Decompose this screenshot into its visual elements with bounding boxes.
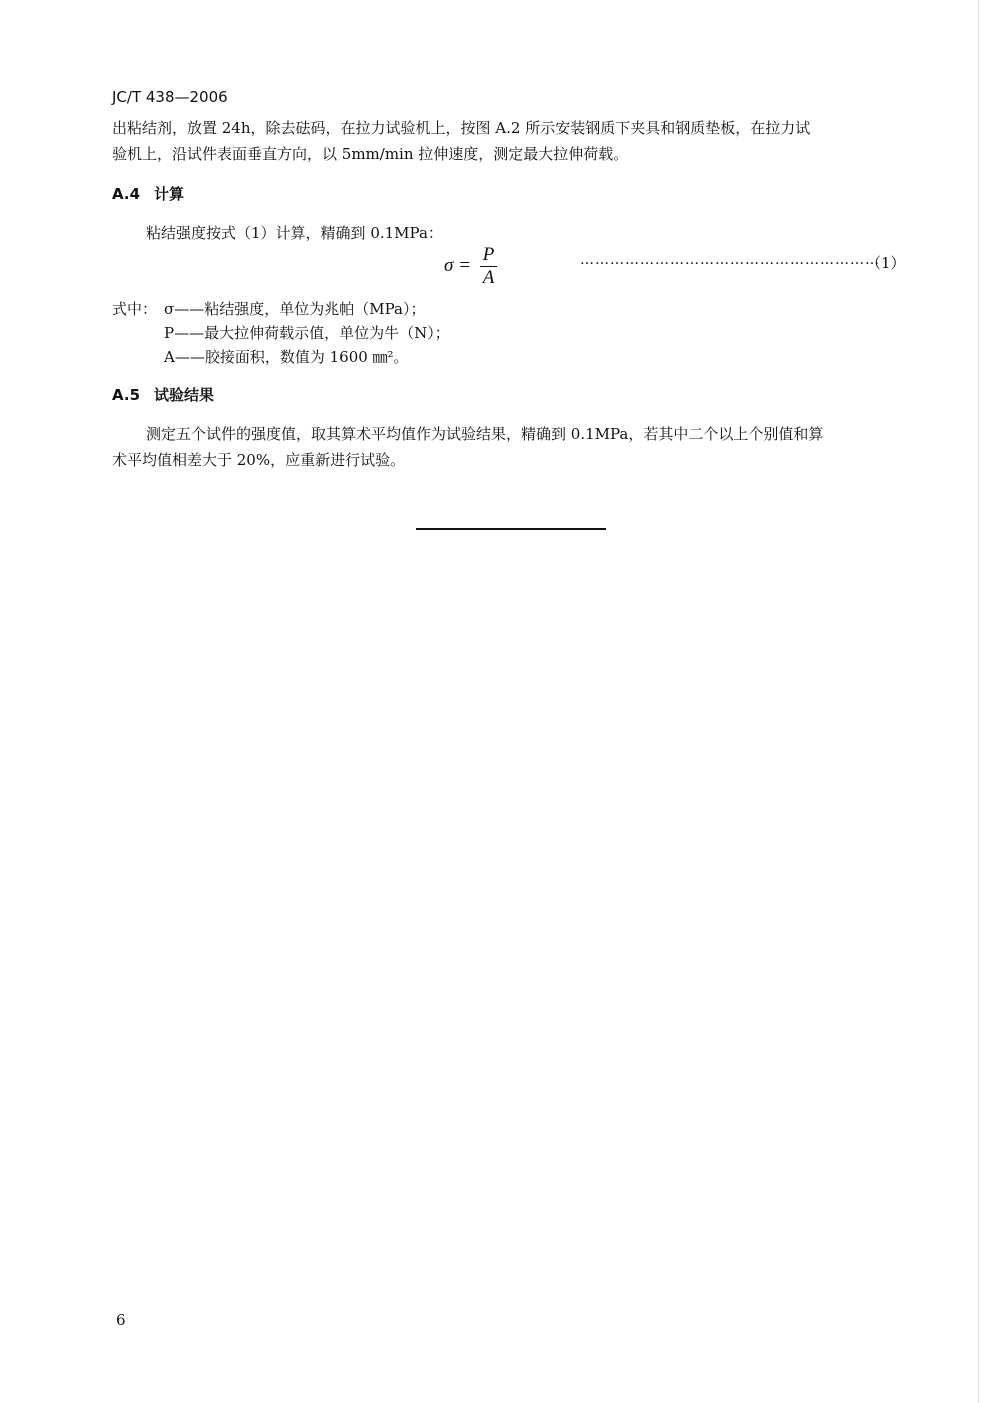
formula-fraction	[480, 244, 498, 289]
leader-dots: ……………………………………………………	[580, 252, 880, 268]
standard-code-header: JC/T 438—2006	[112, 88, 228, 106]
formula-lhs: σ	[444, 254, 454, 276]
section-a4-number: A.4	[112, 185, 141, 203]
section-a5-line-2: 术平均值相差大于 20%，应重新进行试验。	[112, 451, 406, 469]
formula-equals: =	[458, 254, 471, 276]
variable-p: P——最大拉伸荷载示值，单位为牛（N）；	[164, 324, 450, 342]
continuation-line-1: 出粘结剂，放置 24h，除去砝码，在拉力试验机上，按图 A.2 所示安装钢质下夹具和钢质垫板，在拉力试	[112, 119, 811, 137]
formula-denominator: A	[482, 267, 495, 288]
variable-a: A——胶接面积，数值为 1600 ㎜²。	[164, 348, 409, 366]
equation-number: （1）	[866, 254, 906, 272]
page-edge-line	[978, 0, 979, 1403]
section-a4-title: 计算	[154, 185, 185, 203]
section-a4-heading	[112, 183, 184, 204]
where-label: 式中：	[112, 300, 158, 318]
continuation-line-2: 验机上，沿试件表面垂直方向，以 5mm/min 拉伸速度，测定最大拉伸荷载。	[112, 145, 629, 163]
page-number: 6	[116, 1311, 126, 1329]
stress-formula	[444, 244, 497, 289]
section-a5-number: A.5	[112, 386, 141, 404]
formula-numerator: P	[480, 244, 498, 267]
section-a5-line-1: 测定五个试件的强度值，取其算术平均值作为试验结果，精确到 0.1MPa，若其中二个以上个别值和算	[146, 425, 824, 443]
section-a5-heading	[112, 384, 214, 405]
section-a5-title: 试验结果	[154, 386, 215, 404]
section-a4-intro: 粘结强度按式（1）计算，精确到 0.1MPa：	[146, 224, 443, 242]
end-rule	[416, 528, 606, 530]
variable-sigma: σ——粘结强度，单位为兆帕（MPa）；	[164, 300, 426, 318]
